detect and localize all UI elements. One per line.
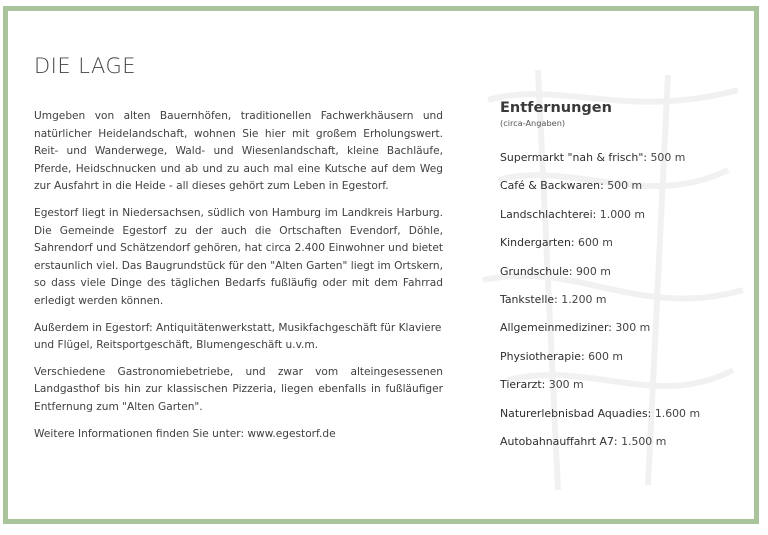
distance-label: Physiotherapie:	[500, 349, 585, 363]
distance-item	[500, 435, 740, 463]
distance-value: 1.500 m	[621, 434, 667, 448]
distance-label: Kindergarten:	[500, 236, 575, 250]
distance-item	[500, 293, 740, 321]
distance-value: 1.600 m	[654, 406, 701, 420]
distance-label: Supermarkt "nah & frisch":	[500, 151, 647, 164]
distance-item	[500, 265, 740, 293]
distance-item	[500, 151, 740, 179]
distance-label: Café & Backwaren:	[500, 179, 604, 193]
distance-label: Naturerlebnisbad Aquadies:	[500, 406, 652, 420]
paragraph-more-info: Weitere Informationen finden Sie unter: www.egestorf.de	[34, 427, 336, 440]
distance-item	[500, 236, 740, 264]
distance-label: Landschlachterei:	[500, 207, 597, 221]
distance-value: 600 m	[578, 236, 613, 250]
paragraph-surroundings: Umgeben von alten Bauernhöfen, traditionellen Fachwerkhäusern und natürlicher Heidelandschaft, wohnen Sie hier mit großem Erholungswert. Reit- und Wanderwege, Wald- und Wiesenlandschaft, kleine Bachläufe, Pferde, Heidschnucken und ab und zu auch mal eine Kutsche auf dem Weg zur Ausfahrt in die Heide - all dieses gehört zum Leben in Egestorf.	[34, 110, 443, 193]
page-title: DIE LAGE	[34, 54, 137, 78]
distance-label: Allgemeinmediziner:	[500, 321, 612, 335]
description-text	[34, 108, 443, 452]
distance-item	[500, 407, 740, 435]
distance-label: Autobahnauffahrt A7:	[500, 434, 618, 448]
distances-subtitle: (circa-Angaben)	[500, 118, 566, 128]
distances-panel	[500, 98, 740, 463]
distance-value: 500 m	[650, 151, 686, 164]
paragraph-location: Egestorf liegt in Niedersachsen, südlich von Hamburg im Landkreis Harburg. Die Gemeinde Egestorf zu der auch die Ortschaften Evendorf, Döhle, Sahrendorf und Schätzendorf gehören, hat circa 2.400 Einwohner und bietet erstaunlich viel. Das Baugrundstück für den "Alten Garten" liegt im Ortskern, so dass viele Dinge des täglichen Bedarfs fußläufig oder mit dem Fahrrad erledigt werden können.	[34, 206, 443, 307]
distance-value: 900 m	[575, 264, 611, 278]
distance-label: Tierarzt:	[500, 378, 546, 392]
distance-value: 1.000 m	[599, 207, 646, 221]
distance-item	[500, 179, 740, 207]
distance-item	[500, 208, 740, 236]
distance-value: 500 m	[607, 179, 643, 193]
distance-value: 1.200 m	[561, 292, 607, 306]
paragraph-gastronomy: Verschiedene Gastronomiebetriebe, und zwar vom alteingesessenen Landgasthof bis hin zur klassischen Pizzeria, liegen ebenfalls in fußläufiger Entfernung zum "Alten Garten".	[34, 365, 443, 413]
distances-title: Entfernungen	[500, 100, 612, 116]
distance-value: 600 m	[588, 349, 623, 363]
paragraph-shops: Außerdem in Egestorf: Antiquitätenwerkstatt, Musikfachgeschäft für Klaviere und Flügel, Reitsportgeschäft, Blumengeschäft u.v.m.	[34, 321, 442, 352]
distance-label: Grundschule:	[500, 264, 573, 278]
distance-label: Tankstelle:	[500, 292, 558, 306]
distance-item	[500, 321, 740, 349]
distances-list	[500, 151, 740, 463]
distance-value: 300 m	[615, 321, 651, 335]
distance-item	[500, 350, 740, 378]
distance-item	[500, 378, 740, 406]
distance-value: 300 m	[548, 378, 584, 392]
